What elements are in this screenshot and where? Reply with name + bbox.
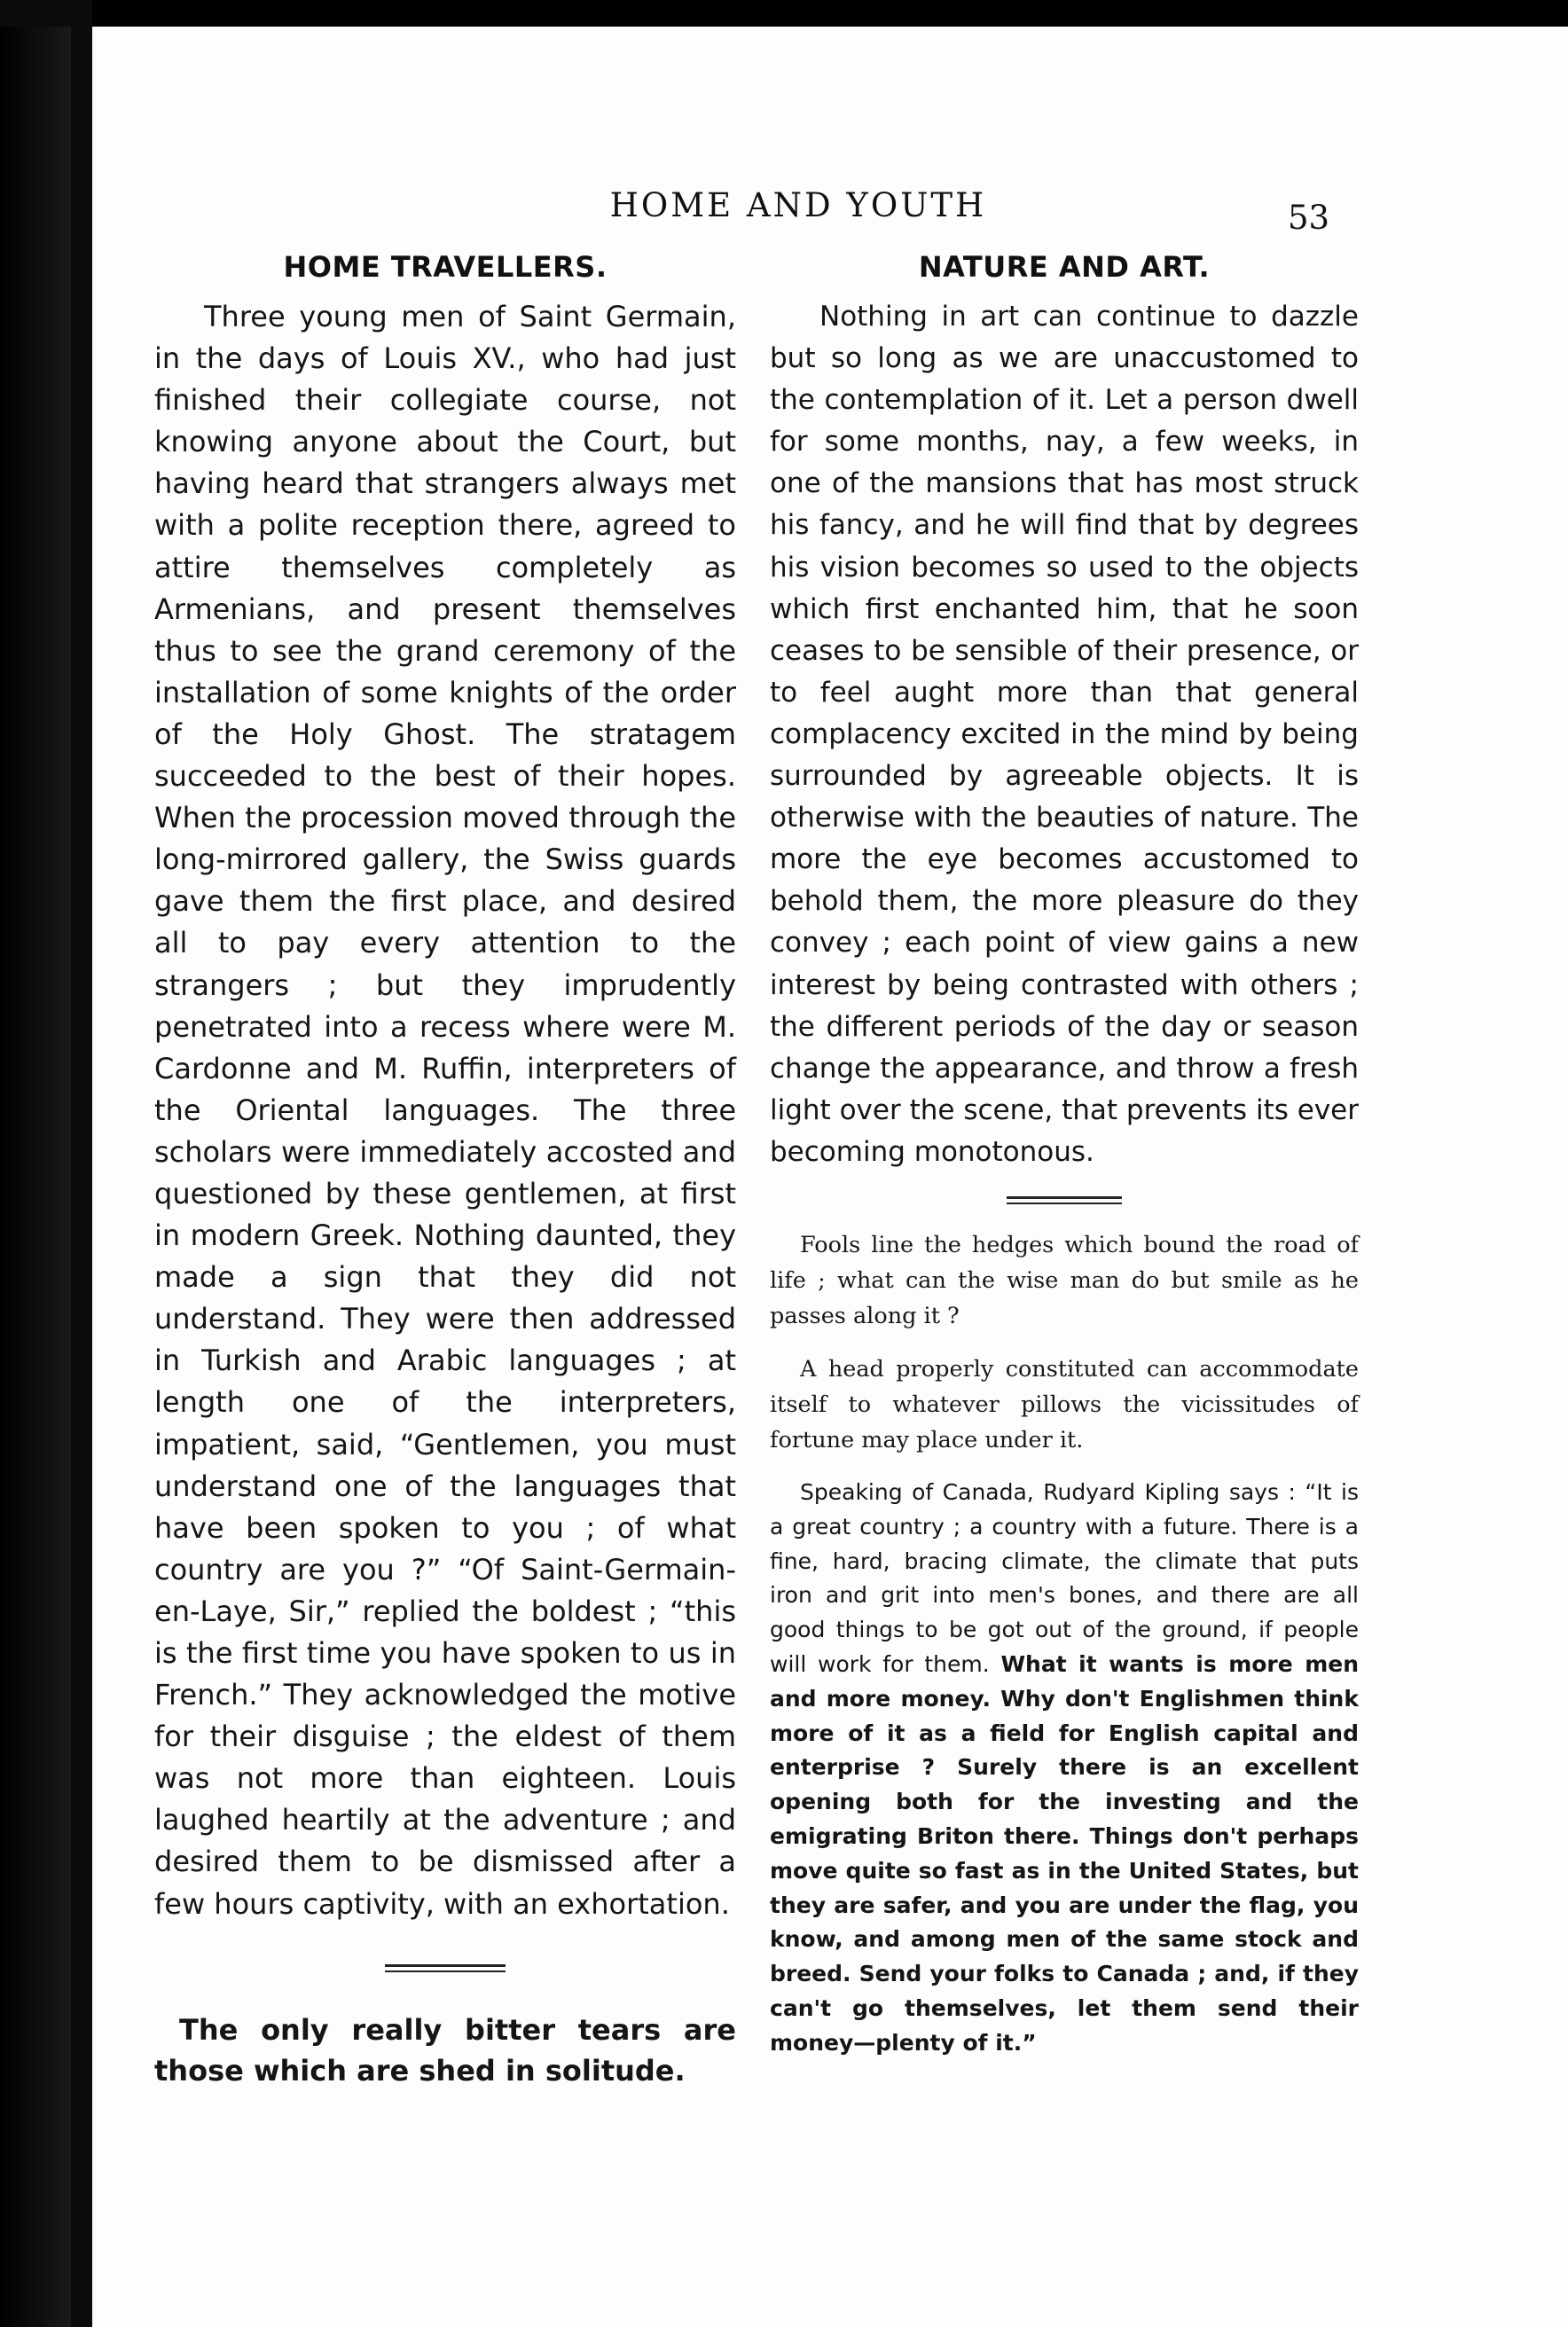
note-head-pillows: A head properly constituted can accommodate itself to whatever pillows the vicissitudes of fortune may place under it. xyxy=(770,1355,1359,1453)
quote-kipling-canada xyxy=(770,1476,1359,2061)
section-divider xyxy=(1007,1196,1122,1204)
article-heading-nature-and-art: NATURE AND ART. xyxy=(918,250,1211,284)
scan-top-border xyxy=(0,0,1568,30)
book-spine-shadow xyxy=(0,27,71,2327)
right-column xyxy=(770,250,1359,2061)
running-head: HOME AND YOUTH xyxy=(609,186,987,224)
saying-bitter-tears: The only really bitter tears are those which are shed in solitude. xyxy=(154,2012,736,2088)
quote-kipling-plain: Speaking of Canada, Rudyard Kipling says : “It is a great country ; a country with a future. There is a fine, hard, bracing climate, the climate that puts iron and grit into men's bones, and there are all good things to be got out of the ground, if people will work for them. xyxy=(770,1478,1359,1677)
quote-kipling-bold: What it wants is more men and more money. Why don't Englishmen think more of it as a field for English capital and enterprise ? Surely there is an excellent opening both for the investing and the emigrating Briton there. Things don't perhaps move quite so fast as in the United States, but they are safer, and you are under the flag, you know, and among men of the same stock and breed. Send your folks to Canada ; and, if they can't go themselves, let them send their money—plenty of it.” xyxy=(770,1650,1360,2056)
article-body-nature-and-art: Nothing in art can continue to dazzle but so long as we are unaccustomed to the contemplation of it. Let a person dwell for some months, nay, a few weeks, in one of the mansions that has most struck his fancy, and he will find that by degrees his vision becomes so used to the objects which first enchanted him, that he soon ceases to be sensible of their presence, or to feel aught more than that general complacency excited in the mind by being surrounded by agreeable objects. It is otherwise with the beauties of nature. The more the eye becomes accustomed to behold them, the more pleasure do they convey ; each point of view gains a new interest by being contrasted with others ; the different periods of the day or season change the appearance, and throw a fresh light over the scene, that prevents its ever becoming monotonous. xyxy=(770,301,1359,1168)
left-column xyxy=(154,250,736,2091)
page-number: 53 xyxy=(1288,199,1330,237)
article-heading-home-travellers: HOME TRAVELLERS. xyxy=(283,250,608,284)
note-fools-hedges: Fools line the hedges which bound the road of life ; what can the wise man do but smile as he passes along it ? xyxy=(770,1231,1359,1329)
article-body-home-travellers: Three young men of Saint Germain, in the days of Louis XV., who had just finished their collegiate course, not knowing anyone about the Court, but having heard that strangers always met with a polite reception there, agreed to attire themselves completely as Armenians, and present themselves thus to see the grand ceremony of the installation of some knights of the order of the Holy Ghost. The stratagem succeeded to the best of their hopes. When the procession moved through the long-mirrored gallery, the Swiss guards gave them the first place, and desired all to pay every attention to the strangers ; but they imprudently penetrated into a recess where were M. Cardonne and M. Ruffin, interpreters of the Oriental languages. The three scholars were immediately accosted and questioned by these gentlemen, at first in modern Greek. Nothing daunted, they made a sign that they did not understand. They were then addressed in Turkish and Arabic languages ; at length one of the interpreters, impatient, said, “Gentlemen, you must understand one of the languages that have been spoken to you ; of what country are you ?” “Of Saint-Germain-en-Laye, Sir,” replied the boldest ; “this is the first time you have spoken to us in French.” They acknowledged the motive for their disguise ; the eldest of them was not more than eighteen. Louis laughed heartily at the adventure ; and desired them to be dismissed after a few hours captivity, with an exhortation. xyxy=(154,300,736,1921)
section-divider xyxy=(385,1964,506,1972)
